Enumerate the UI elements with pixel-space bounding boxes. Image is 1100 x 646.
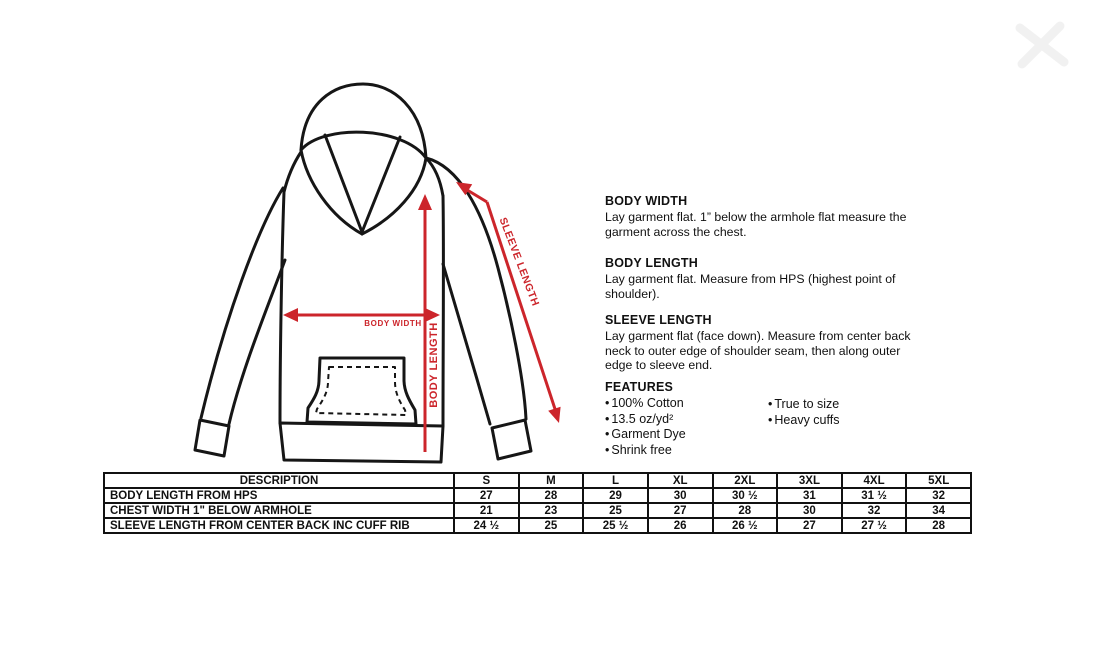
hoodie-measurement-diagram <box>180 68 600 468</box>
body-length-text-line: shoulder). <box>605 286 660 301</box>
hood-v-crease-right <box>362 137 400 232</box>
watermark-x-mark <box>1012 18 1072 70</box>
size-value: 31 ½ <box>842 488 907 503</box>
size-value: 30 <box>777 503 842 518</box>
body-length-arrowhead-top <box>418 194 432 210</box>
sleeve-length-text-line: edge to sleeve end. <box>605 358 713 373</box>
size-value: 21 <box>454 503 519 518</box>
bullet-icon: • <box>605 396 610 410</box>
size-value: 26 <box>648 518 713 533</box>
left-sleeve-outer-edge <box>201 188 283 418</box>
size-value: 27 <box>648 503 713 518</box>
feature-item <box>605 443 686 459</box>
size-column-header: 2XL <box>713 473 778 488</box>
left-sleeve <box>195 188 285 456</box>
row-label: BODY LENGTH FROM HPS <box>104 488 454 503</box>
body-length-label: BODY LENGTH <box>428 322 440 408</box>
size-column-header: 5XL <box>906 473 971 488</box>
size-value: 24 ½ <box>454 518 519 533</box>
sleeve-length-section <box>605 313 911 373</box>
bullet-icon: • <box>605 427 610 441</box>
hood-right-lower-edge <box>362 158 426 234</box>
right-sleeve-inner-edge <box>443 264 490 424</box>
body-length-text-line: Lay garment flat. Measure from HPS (highest point of <box>605 272 896 286</box>
size-value: 25 <box>583 503 648 518</box>
size-value: 27 <box>777 518 842 533</box>
hood <box>301 84 426 234</box>
body-width-arrowhead-left <box>283 308 298 322</box>
size-value: 25 <box>519 518 584 533</box>
sleeve-length-text-line: neck to outer edge of shoulder seam, then along outer <box>605 343 901 358</box>
size-column-header: S <box>454 473 519 488</box>
size-value: 30 <box>648 488 713 503</box>
body-width-text-line: garment across the chest. <box>605 224 747 239</box>
size-value: 28 <box>519 488 584 503</box>
feature-item <box>768 413 839 429</box>
feature-label: 100% Cotton <box>611 396 684 410</box>
size-value: 26 ½ <box>713 518 778 533</box>
body-length-heading: BODY LENGTH <box>605 256 698 270</box>
sleeve-length-arrowhead-bottom <box>548 407 560 423</box>
feature-label: True to size <box>774 397 840 411</box>
bullet-icon: • <box>768 412 773 427</box>
size-value: 23 <box>519 503 584 518</box>
sleeve-length-text-line: Lay garment flat (face down). Measure from center back <box>605 329 911 343</box>
size-value: 27 ½ <box>842 518 907 533</box>
features-column-2 <box>768 397 839 428</box>
body-length-section <box>605 256 895 301</box>
waistband <box>280 423 443 462</box>
features-heading: FEATURES <box>605 380 674 394</box>
size-value: 32 <box>842 503 907 518</box>
size-value: 30 ½ <box>713 488 778 503</box>
hood-v-crease-left <box>325 135 362 232</box>
right-cuff <box>492 420 531 459</box>
size-value: 28 <box>713 503 778 518</box>
body-width-section <box>605 194 906 239</box>
torso <box>280 152 443 462</box>
body-width-arrowhead-right <box>425 308 440 322</box>
size-value: 32 <box>906 488 971 503</box>
features-column-1 <box>605 396 686 458</box>
size-table <box>103 472 972 534</box>
feature-item <box>605 427 686 443</box>
size-table-header-row <box>104 473 971 488</box>
left-cuff <box>195 420 229 456</box>
size-column-header: XL <box>648 473 713 488</box>
features-section <box>605 380 840 458</box>
pocket-stitching <box>316 367 406 415</box>
body-width-arrow <box>283 308 440 328</box>
feature-label: Garment Dye <box>611 427 686 441</box>
hood-inner-rim <box>301 132 426 158</box>
size-column-header: 3XL <box>777 473 842 488</box>
sleeve-length-label: SLEEVE LENGTH <box>496 215 542 309</box>
feature-label: Shrink free <box>611 442 672 457</box>
size-value: 25 ½ <box>583 518 648 533</box>
size-value: 34 <box>906 503 971 518</box>
row-label: SLEEVE LENGTH FROM CENTER BACK INC CUFF RIB <box>104 518 454 533</box>
size-value: 27 <box>454 488 519 503</box>
size-column-header: M <box>519 473 584 488</box>
feature-item <box>605 396 686 412</box>
left-shoulder-seam <box>284 152 301 192</box>
feature-item <box>768 397 839 413</box>
table-row <box>104 488 971 503</box>
body-left-edge <box>280 192 284 423</box>
size-value: 31 <box>777 488 842 503</box>
sleeve-length-heading: SLEEVE LENGTH <box>605 313 712 327</box>
left-sleeve-inner-edge <box>229 260 285 424</box>
size-column-header: 4XL <box>842 473 907 488</box>
table-row <box>104 503 971 518</box>
sleeve-length-arrow <box>456 182 561 423</box>
body-width-heading: BODY WIDTH <box>605 194 688 208</box>
feature-item <box>605 412 686 428</box>
bullet-icon: • <box>605 411 610 426</box>
hood-left-lower-edge <box>301 150 362 234</box>
body-width-label: BODY WIDTH <box>364 319 422 328</box>
bullet-icon: • <box>605 442 610 457</box>
table-row <box>104 518 971 533</box>
body-width-text-line: Lay garment flat. 1” below the armhole flat measure the <box>605 210 907 224</box>
hood-outer-outline <box>301 84 426 158</box>
bullet-icon: • <box>768 397 773 411</box>
size-value: 29 <box>583 488 648 503</box>
column-header-description: DESCRIPTION <box>104 473 454 488</box>
row-label: CHEST WIDTH 1" BELOW ARMHOLE <box>104 503 454 518</box>
size-column-header: L <box>583 473 648 488</box>
feature-label: 13.5 oz/yd² <box>611 411 674 426</box>
feature-label: Heavy cuffs <box>774 412 840 427</box>
size-value: 28 <box>906 518 971 533</box>
